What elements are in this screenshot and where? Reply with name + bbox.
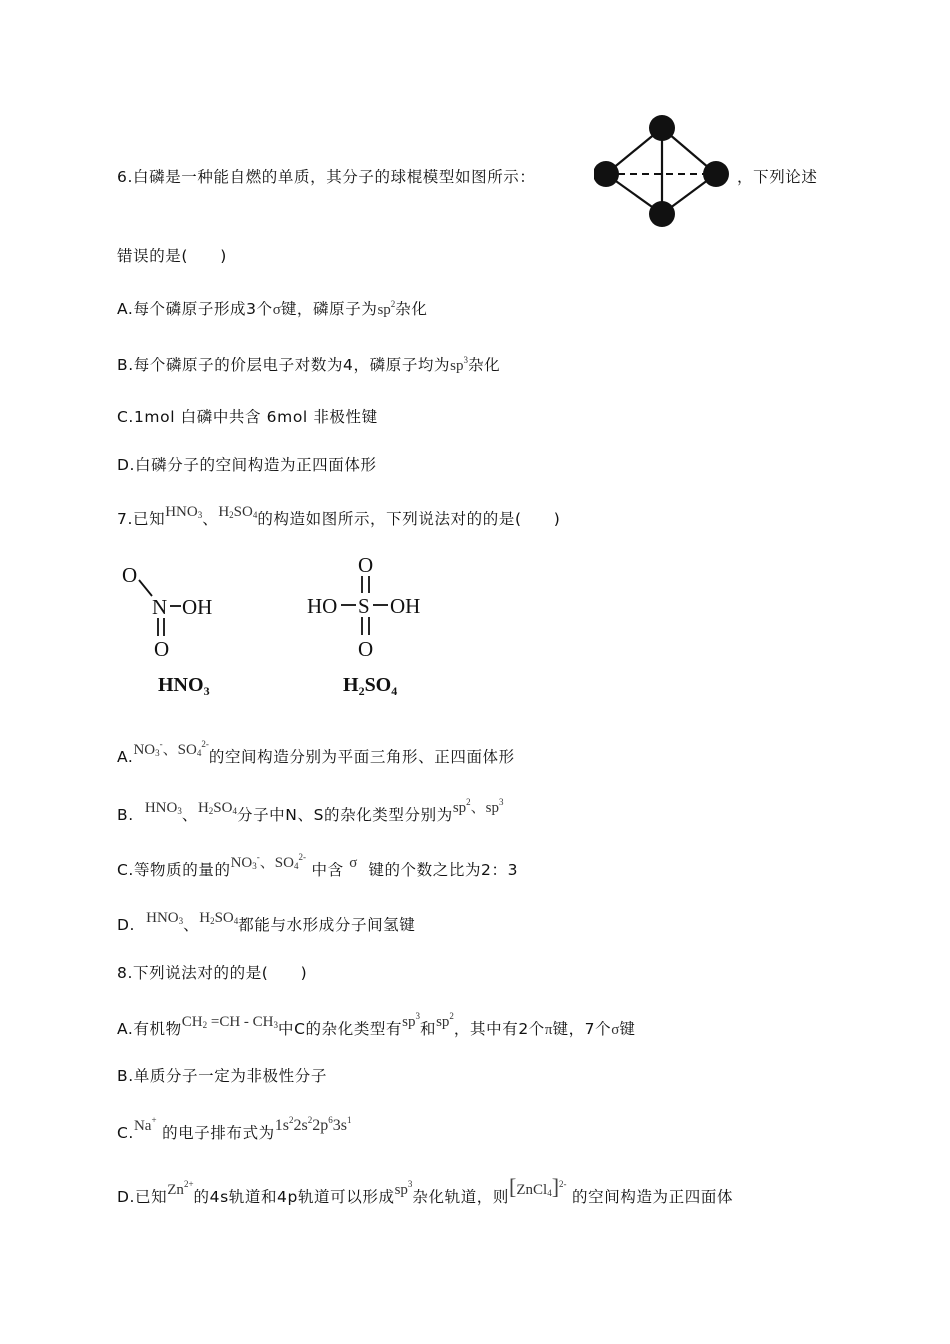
hno3-o-top: O [122, 563, 138, 587]
h2so4-o-top: O [358, 553, 374, 577]
h2so4-oh: OH [390, 594, 421, 618]
hno3-n: N [152, 595, 168, 619]
hno3-oh: OH [182, 595, 213, 619]
h2so4-structure-diagram [305, 550, 445, 670]
h2so4-ho: HO [307, 594, 338, 618]
hno3-structure-diagram [118, 558, 238, 668]
q7-option-a: $A.NO_3^-$、$SO_4^{2-}$的空间构造分别为平面三角形、正四面体形 [117, 739, 515, 766]
q8-option-b: B.单质分子一定为非极性分子 [117, 1067, 327, 1085]
q8-stem: 8.下列说法对的的是( ) [117, 964, 308, 982]
hno3-label: $HNO_3$ [158, 674, 210, 698]
q6-option-d: D.白磷分子的空间构造为正四面体形 [117, 456, 377, 474]
q7-option-b: B. $HNO_3$、$H_2SO_4$分子中N、S的杂化类型分别为$sp^2$、$sp^3$ [117, 797, 504, 824]
q7-stem: 7.已知$HNO_3$、$H_2SO_4$的构造如图所示，下列说法对的的是( ) [117, 504, 561, 528]
q8-option-d: D.已知$Zn^{2+}$的4s轨道和4p轨道可以形成$sp^3$杂化轨道，则[ZnCl$_4$]$^{2-}$ 的空间构造为正四面体 [117, 1174, 734, 1206]
q8-option-c: C.Na+ 的电子排布式为$1s^22s^22p^63s^1$ [117, 1115, 352, 1142]
q6-option-a: A.每个磷原子形成3个σ键，磷原子为$sp^2$杂化 [117, 299, 428, 318]
q6-option-c: C.1mol 白磷中共含 6mol 非极性键 [117, 408, 378, 426]
q7-option-c: C.等物质的量的$NO_3^-$、$SO_4^{2-}$ 中含 σ 键的个数之比为2：3 [117, 852, 519, 879]
q8-option-a: A.有机物$CH_2 =CH - CH_3$中C的杂化类型有$sp^3$和$sp^2$，其中有2个π键，7个σ键 [117, 1011, 636, 1038]
h2so4-label: $H_2SO_4$ [343, 674, 398, 698]
white-phosphorus-ball-stick-model [594, 112, 734, 230]
hno3-o-bottom: O [154, 637, 170, 661]
q6-stem-text: 6.白磷是一种能自燃的单质，其分子的球棍模型如图所示： [117, 168, 536, 186]
q6-stem-continued: 错误的是( ) [117, 247, 227, 265]
q6-stem-tail: ，下列论述 [737, 168, 818, 186]
q6-stem [117, 165, 536, 187]
q7-option-d: D. $HNO_3$、$H_2SO_4$都能与水形成分子间氢键 [117, 910, 416, 934]
q6-option-b: B.每个磷原子的价层电子对数为4，磷原子均为$sp^3$杂化 [117, 355, 501, 374]
h2so4-o-bottom: O [358, 637, 374, 661]
h2so4-s: S [358, 594, 370, 618]
